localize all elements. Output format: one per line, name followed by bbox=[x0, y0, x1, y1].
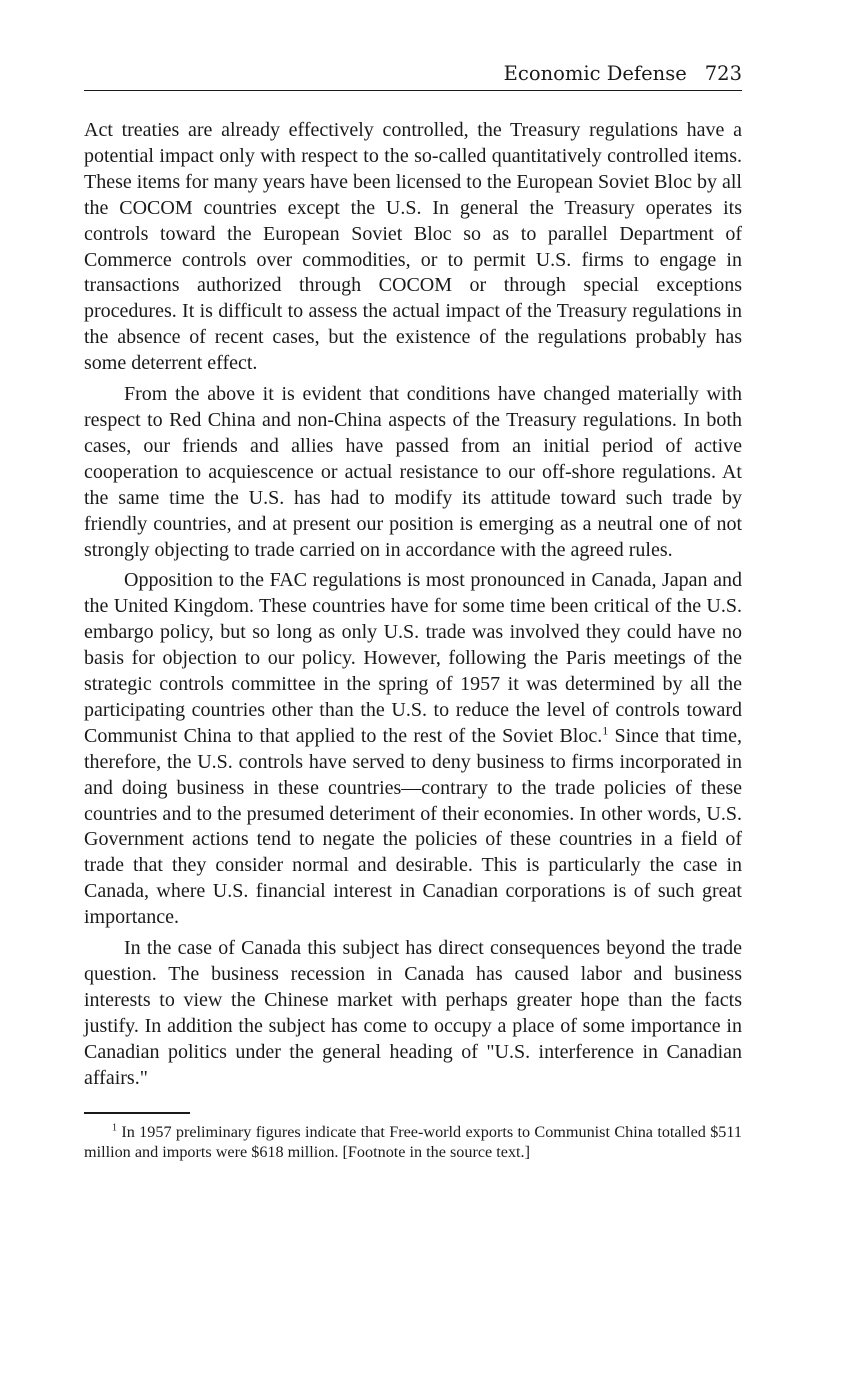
footnote-reference: 1 bbox=[602, 723, 609, 738]
document-page bbox=[84, 62, 742, 1162]
paragraph-3 bbox=[84, 568, 742, 931]
paragraph-4: In the case of Canada this subject has direct consequences beyond the trade question. The business recession in Canada has caused labor and business interests to view the Chinese market with perhaps greater hope than the facts justify. In addition the subject has come to occupy a place of some importance in Canadian politics under the general heading of "U.S. interference in Canadian affairs." bbox=[84, 937, 742, 1089]
paragraph-2: From the above it is evident that conditions have changed materially with respect to Red China and non-China aspects of the Treasury regulations. In both cases, our friends and allies have passed from an initial period of active cooperation to acquiescence or actual resistance to our off-shore regulations. At the same time the U.S. has had to modify its attitude toward such trade by friendly countries, and at present our position is emerging as a neutral one of not strongly objecting to trade carried on in accordance with the agreed rules. bbox=[84, 383, 742, 561]
body-text bbox=[84, 118, 742, 1092]
running-title: Economic Defense bbox=[503, 62, 687, 85]
footnote bbox=[84, 1122, 742, 1162]
paragraph-3-text-after-note: Since that time, therefore, the U.S. controls have served to deny business to firms incorporated in and doing business in these countries—contrary to the trade policies of these countries and to the presumed deteriment of their economies. In other words, U.S. Government actions tend to negate the policies of these countries in a field of trade that they consider normal and desirable. This is particularly the case in Canada, where U.S. financial interest in Canadian corporations is of such great importance. bbox=[84, 724, 742, 929]
footnote-text: In 1957 preliminary figures indicate that Free-world exports to Communist China totalled $511 million and imports were $618 million. [Footnote in the source text.] bbox=[84, 1122, 742, 1161]
footnote-divider bbox=[84, 1112, 190, 1114]
footnote-marker: 1 bbox=[112, 1122, 117, 1134]
page-number: 723 bbox=[704, 62, 742, 85]
running-header bbox=[84, 62, 742, 91]
paragraph-3-text-before-note: Opposition to the FAC regulations is most pronounced in Canada, Japan and the United Kingdom. These countries have for some time been critical of the U.S. embargo policy, but so long as only U.S. trade was involved they could have no basis for objection to our policy. However, following the Paris meetings of the strategic controls committee in the spring of 1957 it was determined by all the participating countries other than the U.S. to reduce the level of controls toward Communist China to that applied to the rest of the Soviet Bloc. bbox=[84, 569, 742, 747]
paragraph-1: Act treaties are already effectively controlled, the Treasury regulations have a potential impact only with respect to the so-called quantitatively controlled items. These items for many years have been licensed to the European Soviet Bloc by all the COCOM countries except the U.S. In general the Treasury operates its controls toward the European Soviet Bloc so as to parallel Department of Commerce controls over commodities, or to permit U.S. firms to engage in transactions authorized through COCOM or through special exceptions procedures. It is difficult to assess the actual impact of the Treasury regulations in the absence of recent cases, but the existence of the regulations probably has some deterrent effect. bbox=[84, 119, 742, 375]
